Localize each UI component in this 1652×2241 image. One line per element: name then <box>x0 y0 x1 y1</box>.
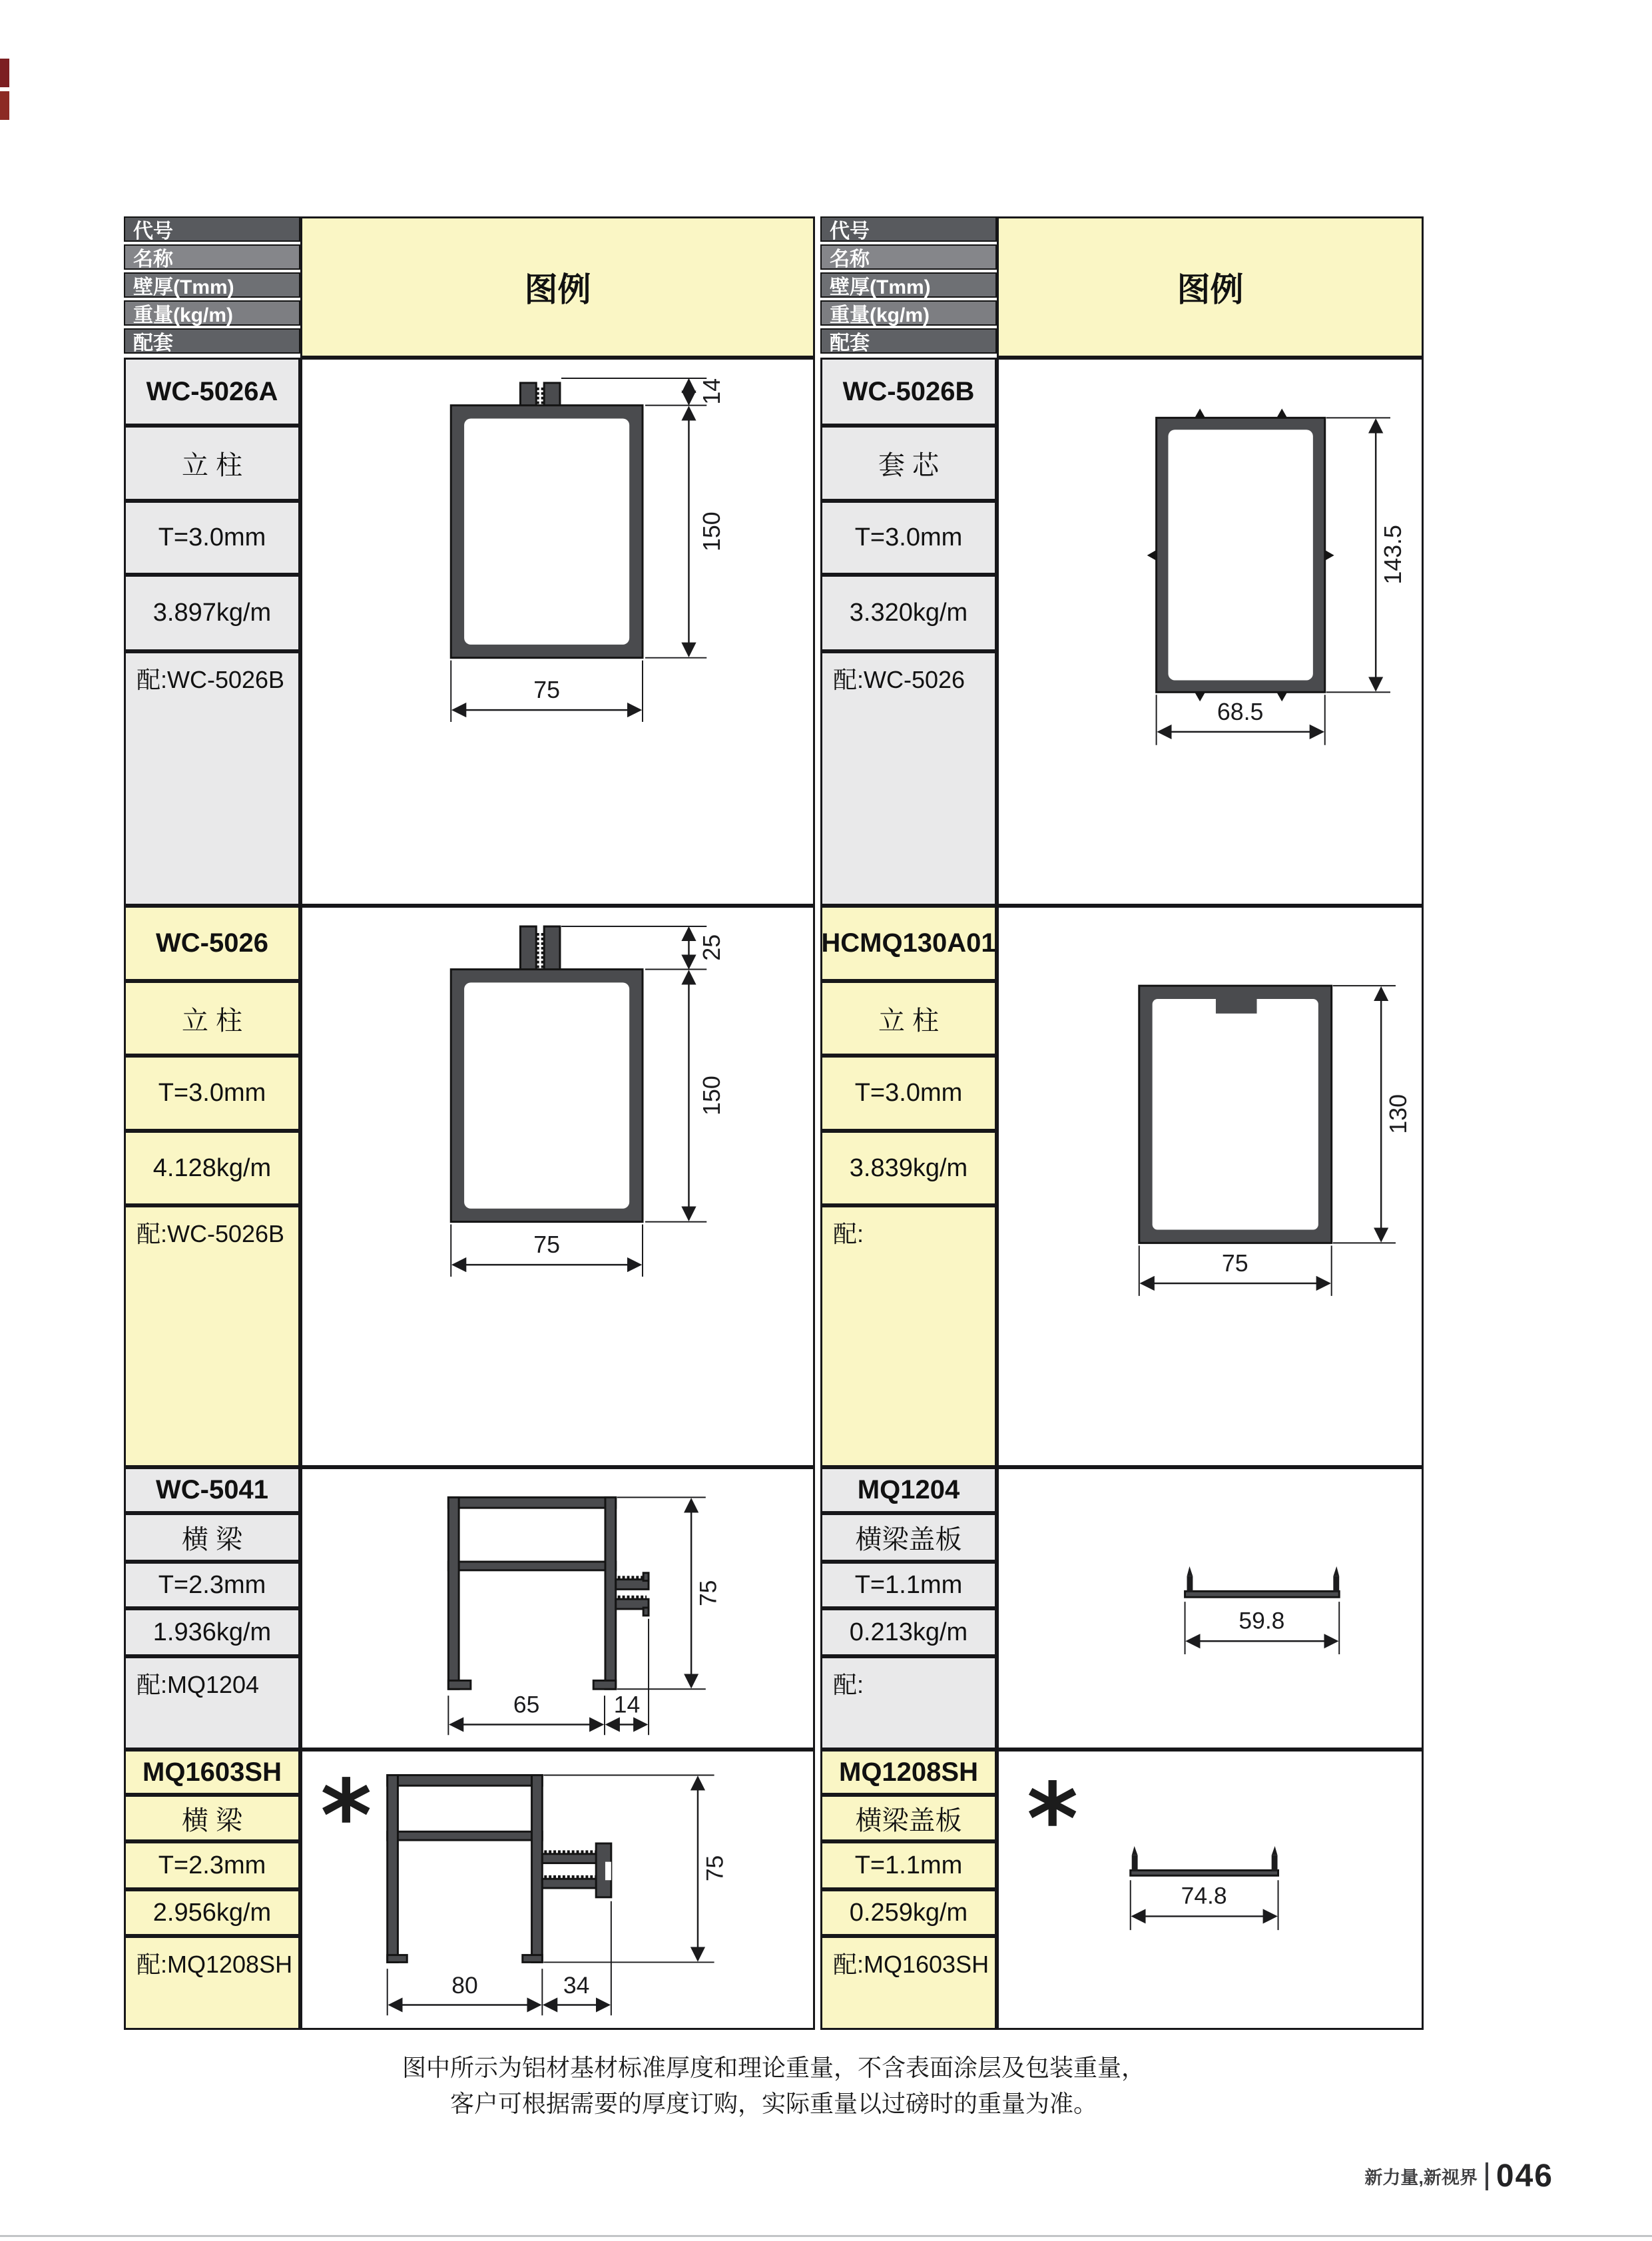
dim-label: 80 <box>451 1971 478 1999</box>
profile-code: WC-5026A <box>124 358 300 426</box>
illustration-column <box>300 216 815 2030</box>
profile-weight: 1.936kg/m <box>124 1608 300 1656</box>
drawing-cell <box>997 358 1424 906</box>
profile-weight: 4.128kg/m <box>124 1131 300 1205</box>
profile-tab <box>520 383 536 408</box>
footer-divider <box>1486 2162 1488 2190</box>
dim-label: 14 <box>698 378 726 405</box>
legend-header: 图例 <box>300 216 815 358</box>
dim-label: 74.8 <box>1181 1882 1227 1909</box>
accent-bar <box>0 59 9 87</box>
dim-label: 150 <box>698 1076 726 1116</box>
header-row-match: 配套 <box>820 328 997 354</box>
profile-name: 横梁盖板 <box>820 1513 997 1562</box>
profile-plate <box>1131 1870 1278 1875</box>
dim-label: 75 <box>701 1855 728 1882</box>
profile-drawing-wc5026b <box>999 360 1422 904</box>
footnote-line: 图中所示为铝材基材标准厚度和理论重量，不含表面涂层及包装重量， <box>402 2054 1145 2081</box>
profile-right-wall <box>605 1497 616 1689</box>
profile-name: 横 梁 <box>124 1513 300 1562</box>
header-row-thickness: 壁厚(Tmm) <box>124 272 300 298</box>
header-row-name: 名称 <box>124 244 300 270</box>
asterisk-mark: * <box>320 1758 372 1873</box>
accent-bar <box>0 91 9 120</box>
dim-label: 150 <box>698 511 726 551</box>
dim-label: 65 <box>513 1691 540 1718</box>
dim-label: 25 <box>698 934 726 961</box>
dim-label: 75 <box>533 1231 560 1259</box>
profile-thickness: T=3.0mm <box>820 1056 997 1131</box>
header-row-code: 代号 <box>820 216 997 242</box>
profile-thickness: T=3.0mm <box>124 1056 300 1131</box>
dim-label: 75 <box>694 1580 722 1607</box>
drawing-cell <box>300 1750 815 2030</box>
profile-tab <box>544 926 560 970</box>
profile-code: WC-5041 <box>124 1467 300 1513</box>
page-footer <box>1364 2158 1553 2194</box>
profile-match: 配: <box>820 1656 997 1750</box>
profile-thickness: T=3.0mm <box>820 501 997 575</box>
dim-label: 75 <box>533 677 560 704</box>
profile-tab <box>520 926 536 970</box>
profile-weight: 3.839kg/m <box>820 1131 997 1205</box>
dim-label: 143.5 <box>1379 525 1406 585</box>
drawing-cell <box>997 1467 1424 1750</box>
profile-code: HCMQ130A01 <box>820 906 997 981</box>
profile-thickness: T=2.3mm <box>124 1562 300 1608</box>
profile-drawing-wc5026a <box>302 360 813 904</box>
profile-weight: 2.956kg/m <box>124 1889 300 1936</box>
profile-drawing-wc5026 <box>302 908 813 1465</box>
header-row-weight: 重量(kg/m) <box>124 300 300 326</box>
asterisk-mark: * <box>1026 1761 1079 1877</box>
header-row-thickness: 壁厚(Tmm) <box>820 272 997 298</box>
profile-name: 横梁盖板 <box>820 1795 997 1841</box>
dim-label: 75 <box>1221 1250 1248 1277</box>
legend-header: 图例 <box>997 216 1424 358</box>
header-row-weight: 重量(kg/m) <box>820 300 997 326</box>
profile-thickness: T=1.1mm <box>820 1562 997 1608</box>
dim-label: 130 <box>1384 1094 1412 1134</box>
profile-notch <box>1216 998 1257 1014</box>
profile-thickness: T=3.0mm <box>124 501 300 575</box>
table-group-right <box>820 216 1424 2030</box>
dim-label: 59.8 <box>1239 1607 1285 1634</box>
profile-code: WC-5026B <box>820 358 997 426</box>
dim-label: 34 <box>563 1971 590 1999</box>
profile-drawing-mq1204 <box>999 1469 1422 1748</box>
header-row-name: 名称 <box>820 244 997 270</box>
profile-code: WC-5026 <box>124 906 300 981</box>
header-row-code: 代号 <box>124 216 300 242</box>
footer-slogan: 新力量,新视界 <box>1364 2168 1478 2188</box>
profile-arm <box>542 1854 600 1863</box>
profile-name: 横 梁 <box>124 1795 300 1841</box>
profile-tab <box>544 383 560 408</box>
profile-top-plate <box>388 1775 543 1785</box>
profile-code: MQ1208SH <box>820 1750 997 1795</box>
profile-match: 配:MQ1208SH <box>124 1936 300 2030</box>
profile-code: MQ1204 <box>820 1467 997 1513</box>
profile-plate <box>1185 1591 1340 1597</box>
profile-drawing-wc5041 <box>302 1469 813 1748</box>
profile-match: 配:WC-5026 <box>820 651 997 906</box>
label-column <box>124 216 300 2030</box>
profile-match: 配:WC-5026B <box>124 651 300 906</box>
footnote-line: 客户可根据需要的厚度订购，实际重量以过磅时的重量为准。 <box>449 2090 1097 2117</box>
dim-label: 14 <box>613 1691 641 1718</box>
profile-thickness: T=1.1mm <box>820 1841 997 1889</box>
profile-web <box>448 1562 615 1570</box>
profile-drawing-mq1208sh <box>999 1752 1422 2028</box>
header-row-match: 配套 <box>124 328 300 354</box>
drawing-cell <box>300 358 815 906</box>
profile-code: MQ1603SH <box>124 1750 300 1795</box>
profile-match: 配:MQ1204 <box>124 1656 300 1750</box>
profile-match: 配: <box>820 1205 997 1467</box>
label-column <box>820 216 997 2030</box>
profile-right-wall <box>532 1775 543 1962</box>
drawing-cell <box>997 1750 1424 2030</box>
profile-match: 配:MQ1603SH <box>820 1936 997 2030</box>
profile-name: 立 柱 <box>124 426 300 501</box>
illustration-column <box>997 216 1424 2030</box>
page-number: 046 <box>1496 2158 1553 2194</box>
profile-match: 配:WC-5026B <box>124 1205 300 1467</box>
profile-arm <box>542 1879 600 1888</box>
profile-drawing-hcmq130a01 <box>999 908 1422 1465</box>
profile-top-plate <box>448 1497 615 1508</box>
profile-weight: 3.320kg/m <box>820 575 997 651</box>
drawing-cell <box>997 906 1424 1467</box>
profile-name: 立 柱 <box>124 981 300 1056</box>
footnote <box>124 2050 1424 2122</box>
table-group-left <box>124 216 815 2030</box>
profile-name: 立 柱 <box>820 981 997 1056</box>
profile-web <box>388 1831 543 1840</box>
drawing-cell <box>300 1467 815 1750</box>
drawing-cell <box>300 906 815 1467</box>
profile-drawing-mq1603sh <box>302 1752 813 2028</box>
profile-weight: 0.213kg/m <box>820 1608 997 1656</box>
profile-name: 套 芯 <box>820 426 997 501</box>
dim-label: 68.5 <box>1217 699 1264 726</box>
profile-left-wall <box>388 1775 398 1962</box>
profile-left-wall <box>448 1497 459 1689</box>
profile-thickness: T=2.3mm <box>124 1841 300 1889</box>
profile-weight: 3.897kg/m <box>124 575 300 651</box>
bottom-rule <box>0 2235 1652 2237</box>
profile-weight: 0.259kg/m <box>820 1889 997 1936</box>
